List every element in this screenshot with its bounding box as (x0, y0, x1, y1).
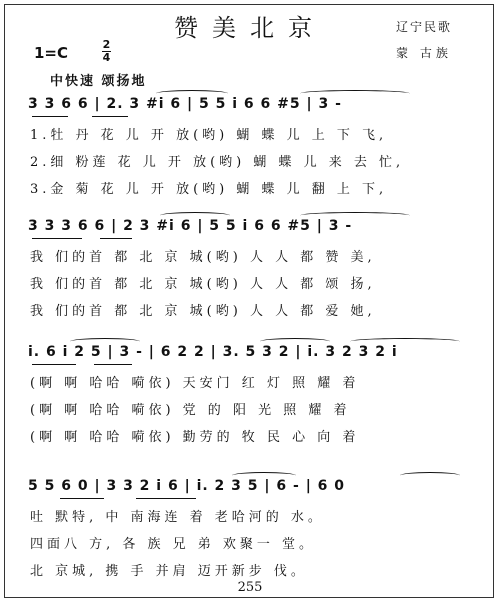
tempo-marking: 中快速 颂扬地 (50, 74, 147, 89)
slur (232, 472, 296, 479)
system-1-notes: 3 3 6 6 | 2. 3 #i 6 | 5 5 i 6 6 #5 | 3 - (28, 96, 342, 112)
lyric-line: 我 们的首 都 北 京 城(哟) 人 人 都 颂 扬, (30, 277, 376, 292)
lyric-line: (啊 啊 哈哈 嗬依) 党 的 阳 光 照 耀 着 (30, 403, 351, 418)
slur (400, 472, 460, 479)
slur (260, 338, 330, 345)
system-2-notes: 3 3 3 6 6 | 2 3 #i 6 | 5 5 i 6 6 #5 | 3 - (28, 218, 353, 234)
slur (70, 338, 140, 345)
system-4-notes: 5 5 6 0 | 3 3 2 i 6 | i. 2 3 5 | 6 - | 6 0 (28, 478, 346, 494)
beam (94, 364, 132, 365)
time-signature-bottom: 4 (102, 51, 111, 64)
time-signature-top: 2 (102, 38, 111, 51)
song-ethnicity: 蒙 古族 (396, 46, 452, 60)
slur (350, 338, 460, 345)
lyric-line: 北 京城, 携 手 并肩 迈开新步 伐。 (30, 564, 308, 579)
lyric-line: (啊 啊 哈哈 嗬依) 勤劳的 牧 民 心 向 着 (30, 430, 360, 445)
slur (300, 90, 410, 97)
key-signature: 1=C (34, 44, 69, 62)
beam (32, 116, 68, 117)
beam (32, 364, 76, 365)
lyric-line: 我 们的首 都 北 京 城(哟) 人 人 都 爱 她, (30, 304, 376, 319)
beam (136, 498, 196, 499)
system-3-notes: i. 6 i 2 5 | 3 - | 6 2 2 | 3. 5 3 2 | i. 3 2 3 2 i (28, 344, 398, 360)
beam (100, 238, 132, 239)
slur (300, 212, 410, 219)
song-title: 赞美北京 (174, 14, 326, 42)
time-signature (102, 40, 111, 63)
lyric-line: 我 们的首 都 北 京 城(哟) 人 人 都 赞 美, (30, 250, 376, 265)
slur (160, 212, 230, 219)
beam (60, 498, 104, 499)
lyric-line: 2.细 粉莲 花 儿 开 放(哟) 蝴 蝶 儿 来 去 忙, (30, 155, 405, 170)
beam (92, 116, 128, 117)
slur (156, 90, 228, 97)
page-number: 255 (237, 580, 263, 595)
lyric-line: 3.金 菊 花 儿 开 放(哟) 蝴 蝶 儿 翻 上 下, (30, 182, 388, 197)
lyric-line: 四面八 方, 各 族 兄 弟 欢聚一 堂。 (30, 537, 317, 552)
lyric-line: (啊 啊 哈哈 嗬依) 天安门 红 灯 照 耀 着 (30, 376, 360, 391)
beam (32, 238, 82, 239)
lyric-line: 吐 默特, 中 南海连 着 老哈河的 水。 (30, 510, 325, 525)
lyric-line: 1.牡 丹 花 儿 开 放(哟) 蝴 蝶 儿 上 下 飞, (30, 128, 388, 143)
song-origin: 辽宁民歌 (396, 20, 453, 34)
